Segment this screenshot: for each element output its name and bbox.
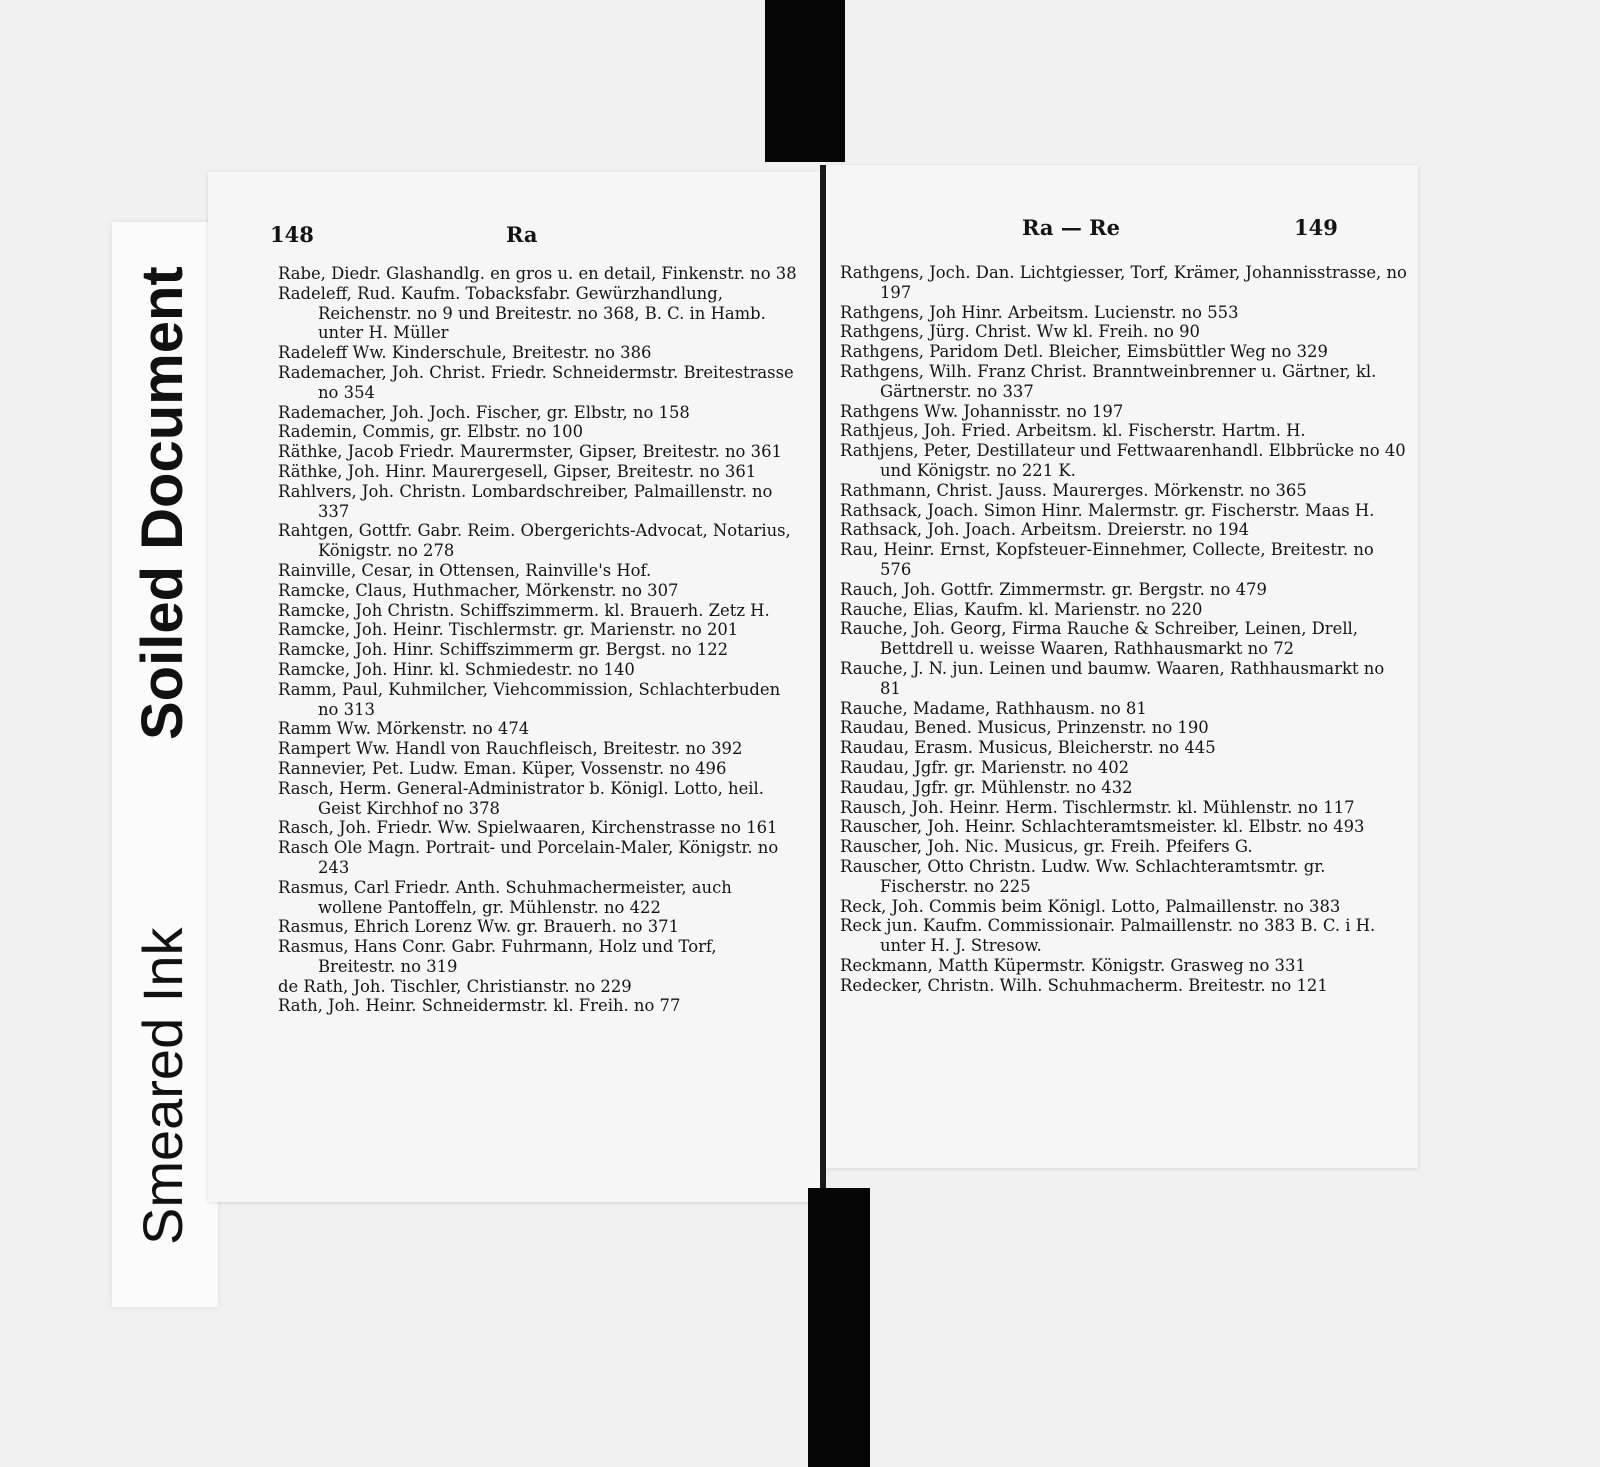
directory-entry: Raudau, Erasm. Musicus, Bleicherstr. no 445 <box>840 738 1216 758</box>
directory-entry: Rauscher, Otto Christn. Ludw. Ww. Schlachteramtsmtr. gr. Fischerstr. no 225 <box>840 856 1326 896</box>
directory-entry: Rasmus, Carl Friedr. Anth. Schuhmachermeister, auch wollene Pantoffeln, gr. Mühlenstr. no 422 <box>278 877 732 917</box>
directory-entry: Rausch, Joh. Heinr. Herm. Tischlermstr. kl. Mühlenstr. no 117 <box>840 797 1355 817</box>
directory-entry: Räthke, Jacob Friedr. Maurermster, Gipser, Breitestr. no 361 <box>278 442 782 462</box>
right-page <box>826 165 1418 1168</box>
directory-entry: Rathmann, Christ. Jauss. Maurerges. Mörkenstr. no 365 <box>840 480 1307 500</box>
directory-entry: Raudau, Jgfr. gr. Mühlenstr. no 432 <box>840 777 1133 797</box>
right-entry-list <box>840 263 1410 995</box>
directory-entry: Rasch Ole Magn. Portrait- und Porcelain-Maler, Königstr. no 243 <box>278 838 779 877</box>
directory-entry: Rath, Joh. Heinr. Schneidermstr. kl. Freih. no 77 <box>278 996 681 1016</box>
directory-entry: Ramcke, Joh. Hinr. Schiffszimmerm gr. Bergst. no 122 <box>278 640 729 660</box>
directory-entry: Ramcke, Joh. Heinr. Tischlermstr. gr. Marienstr. no 201 <box>278 620 739 640</box>
left-page-header <box>208 222 820 252</box>
directory-entry: Rahtgen, Gottfr. Gabr. Reim. Obergerichts-Advocat, Notarius, Königstr. no 278 <box>278 521 791 561</box>
directory-entry: Rauche, Joh. Georg, Firma Rauche & Schreiber, Leinen, Drell, Bettdrell u. weisse Waaren, Rathhausmarkt no 72 <box>840 619 1359 659</box>
binding-clip-top <box>765 0 845 162</box>
directory-entry: Rauscher, Joh. Nic. Musicus, gr. Freih. Pfeifers G. <box>840 837 1253 857</box>
directory-entry: Reck, Joh. Commis beim Königl. Lotto, Palmaillenstr. no 383 <box>840 896 1341 916</box>
directory-entry: Rannevier, Pet. Ludw. Eman. Küper, Vossenstr. no 496 <box>278 758 727 778</box>
soiled-document-label: Soiled Document <box>130 266 195 740</box>
directory-entry: Rathgens, Joh Hinr. Arbeitsm. Lucienstr. no 553 <box>840 302 1239 322</box>
directory-entry: Rademacher, Joh. Christ. Friedr. Schneidermstr. Breitestrasse no 354 <box>278 362 794 402</box>
directory-entry: Radeleff Ww. Kinderschule, Breitestr. no 386 <box>278 343 652 363</box>
left-section-heading: Ra <box>506 222 538 247</box>
directory-entry: Rademacher, Joh. Joch. Fischer, gr. Elbstr, no 158 <box>278 402 690 422</box>
directory-entry: Rau, Heinr. Ernst, Kopfsteuer-Einnehmer, Collecte, Breitestr. no 576 <box>840 540 1374 579</box>
directory-entry: Rathjeus, Joh. Fried. Arbeitsm. kl. Fischerstr. Hartm. H. <box>840 421 1306 441</box>
directory-entry: Rahlvers, Joh. Christn. Lombardschreiber, Palmaillenstr. no 337 <box>278 481 773 521</box>
directory-entry: Reck jun. Kaufm. Commissionair. Palmaillenstr. no 383 B. C. i H. unter H. J. Stresow. <box>840 916 1376 956</box>
directory-entry: Rathgens, Paridom Detl. Bleicher, Eimsbüttler Weg no 329 <box>840 342 1328 362</box>
directory-entry: Rademin, Commis, gr. Elbstr. no 100 <box>278 422 584 442</box>
directory-entry: Rauche, Elias, Kaufm. kl. Marienstr. no 220 <box>840 599 1203 619</box>
directory-entry: Rauch, Joh. Gottfr. Zimmermstr. gr. Bergstr. no 479 <box>840 579 1267 599</box>
directory-entry: Rasmus, Ehrich Lorenz Ww. gr. Brauerh. no 371 <box>278 917 680 937</box>
directory-entry: Rasch, Joh. Friedr. Ww. Spielwaaren, Kirchenstrasse no 161 <box>278 818 778 838</box>
directory-entry: Ramm Ww. Mörkenstr. no 474 <box>278 719 530 739</box>
right-page-header <box>826 215 1418 245</box>
directory-entry: Rathgens, Wilh. Franz Christ. Branntweinbrenner u. Gärtner, kl. Gärtnerstr. no 337 <box>840 361 1377 401</box>
left-page <box>208 172 820 1202</box>
directory-entry: Ramcke, Joh. Hinr. kl. Schmiedestr. no 140 <box>278 659 635 679</box>
directory-entry: Raudau, Bened. Musicus, Prinzenstr. no 190 <box>840 718 1209 738</box>
directory-entry: Rainville, Cesar, in Ottensen, Rainville's Hof. <box>278 560 652 580</box>
right-section-heading: Ra — Re <box>1022 215 1120 240</box>
directory-entry: Rabe, Diedr. Glashandlg. en gros u. en detail, Finkenstr. no 38 <box>278 264 797 283</box>
left-page-number: 148 <box>270 222 314 247</box>
directory-entry: Raudau, Jgfr. gr. Marienstr. no 402 <box>840 757 1130 777</box>
directory-entry: Rasch, Herm. General-Administrator b. Königl. Lotto, heil. Geist Kirchhof no 378 <box>278 778 765 818</box>
directory-entry: de Rath, Joh. Tischler, Christianstr. no 229 <box>278 976 632 996</box>
right-page-number: 149 <box>1294 215 1338 240</box>
directory-entry: Rathgens, Joch. Dan. Lichtgiesser, Torf, Krämer, Johannisstrasse, no 197 <box>840 263 1407 302</box>
directory-entry: Rasmus, Hans Conr. Gabr. Fuhrmann, Holz und Torf, Breitestr. no 319 <box>278 937 717 976</box>
directory-entry: Reckmann, Matth Küpermstr. Königstr. Grasweg no 331 <box>840 955 1306 975</box>
binding-clip-bottom <box>808 1188 870 1467</box>
directory-entry: Rauche, J. N. jun. Leinen und baumw. Waaren, Rathhausmarkt no 81 <box>840 658 1385 698</box>
directory-entry: Rathgens Ww. Johannisstr. no 197 <box>840 401 1124 421</box>
directory-entry: Rampert Ww. Handl von Rauchfleisch, Breitestr. no 392 <box>278 739 743 759</box>
directory-entry: Rauche, Madame, Rathhausm. no 81 <box>840 698 1147 718</box>
directory-entry: Rathgens, Jürg. Christ. Ww kl. Freih. no 90 <box>840 322 1200 342</box>
directory-entry: Radeleff, Rud. Kaufm. Tobacksfabr. Gewürzhandlung, Reichenstr. no 9 und Breitestr. no 368, B. C. in Hamb. unter H. Müller <box>278 283 766 343</box>
directory-entry: Rathsack, Joach. Simon Hinr. Malermstr. gr. Fischerstr. Maas H. <box>840 500 1375 520</box>
left-entry-list <box>278 264 798 1016</box>
directory-entry: Räthke, Joh. Hinr. Maurergesell, Gipser, Breitestr. no 361 <box>278 461 757 481</box>
directory-entry: Ramcke, Joh Christn. Schiffszimmerm. kl. Brauerh. Zetz H. <box>278 600 770 620</box>
directory-entry: Rauscher, Joh. Heinr. Schlachteramtsmeister. kl. Elbstr. no 493 <box>840 817 1365 837</box>
directory-entry: Ramcke, Claus, Huthmacher, Mörkenstr. no 307 <box>278 580 679 600</box>
smeared-ink-label: Smeared Ink <box>131 927 194 1245</box>
directory-entry: Rathsack, Joh. Joach. Arbeitsm. Dreierstr. no 194 <box>840 520 1250 540</box>
directory-entry: Rathjens, Peter, Destillateur und Fettwaarenhandl. Elbbrücke no 40 und Königstr. no 221 K. <box>840 441 1406 480</box>
directory-entry: Ramm, Paul, Kuhmilcher, Viehcommission, Schlachterbuden no 313 <box>278 679 781 719</box>
directory-entry: Redecker, Christn. Wilh. Schuhmacherm. Breitestr. no 121 <box>840 975 1328 995</box>
